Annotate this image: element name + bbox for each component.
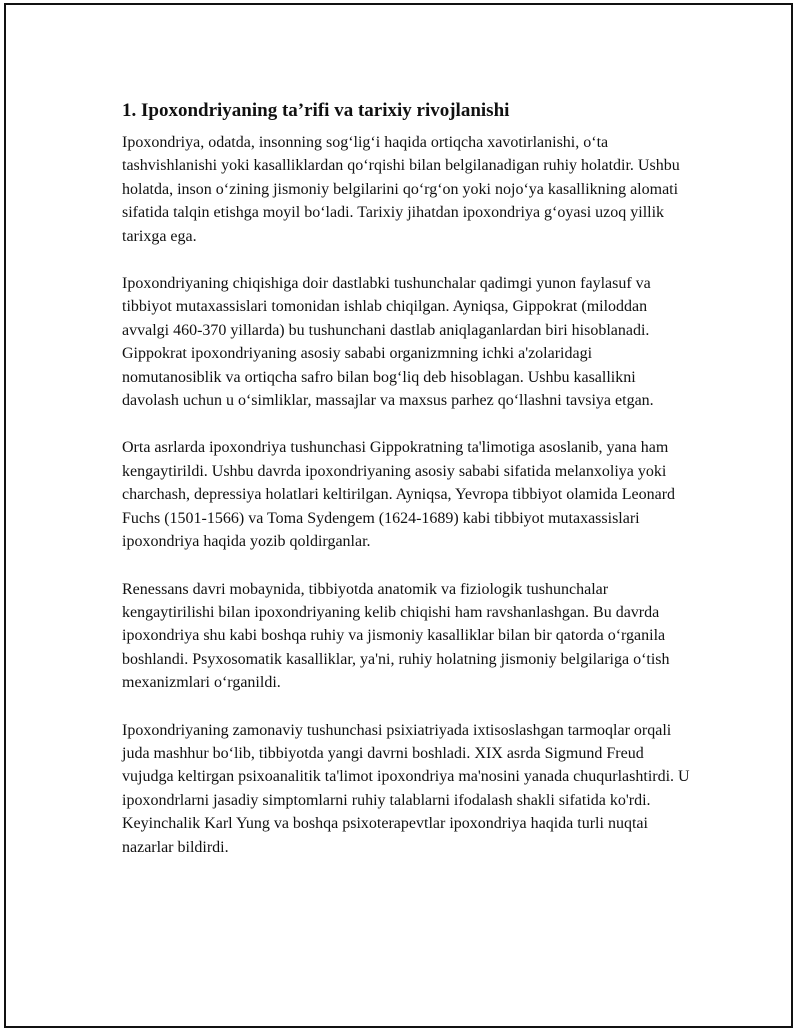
document-body [122,99,694,883]
page-frame [4,3,793,1028]
paragraph-middle-ages: Orta asrlarda ipoxondriya tushunchasi Gippokratning ta'limotiga asoslanib, yana ham kengaytirildi. Ushbu davrda ipoxondriyaning asosiy sababi sifatida melanxoliya yoki charchash, depressiya holatlari keltirilgan. Ayniqsa, Yevropa tibbiyot olamida Leonard Fuchs (1501-1566) va Toma Sydengem (1624-1689) kabi tibbiyot mutaxassislari ipoxondriya haqida yozib qoldirganlar. [122,439,676,551]
paragraph-definition: Ipoxondriya, odatda, insonning sog‘lig‘i haqida ortiqcha xavotirlanishi, o‘ta tashvishlanishi yoki kasalliklardan qo‘rqishi bilan belgilanadigan ruhiy holatdir. Ushbu holatda, inson o‘zining jismoniy belgilarini qo‘rg‘on yoki nojo‘ya kasallikning alomati sifatida talqin etishga moyil bo‘ladi. Tarixiy jihatdan ipoxondriya g‘oyasi uzoq yillik tarixga ega. [122,134,680,245]
paragraph-renaissance: Renessans davri mobaynida, tibbiyotda anatomik va fiziologik tushunchalar kengaytirilishi bilan ipoxondriyaning kelib chiqishi ham ravshanlashgan. Bu davrda ipoxondriya shu kabi boshqa ruhiy va jismoniy kasalliklar bilan bir qatorda o‘rganila boshlandi. Psyxosomatik kasalliklar, ya'ni, ruhiy holatning jismoniy belgilariga o‘tish mexanizmlari o‘rganildi. [122,580,670,692]
section-heading: 1. Ipoxondriyaning ta’rifi va tarixiy rivojlanishi [122,100,510,121]
paragraph-modern-concept: Ipoxondriyaning zamonaviy tushunchasi psixiatriyada ixtisoslashgan tarmoqlar orqali juda mashhur bo‘lib, tibbiyotda yangi davrni boshladi. XIX asrda Sigmund Freud vujudga keltirgan psixoanalitik ta'limot ipoxondriya ma'nosini yanada chuqurlashtirdi. U ipoxondrlarni jasadiy simptomlarni ruhiy talablarni ifodalash shakli sifatida ko'rdi. Keyinchalik Karl Yung va boshqa psixoterapevtlar ipoxondriya haqida turli nuqtai nazarlar bildirdi. [122,721,690,856]
paragraph-ancient-origins: Ipoxondriyaning chiqishiga doir dastlabki tushunchalar qadimgi yunon faylasuf va tibbiyot mutaxassislari tomonidan ishlab chiqilgan. Ayniqsa, Gippokrat (miloddan avvalgi 460-370 yillarda) bu tushunchani dastlab aniqlaganlardan biri hisoblanadi. Gippokrat ipoxondriyaning asosiy sababi organizmning ichki a'zolaridagi nomutanosiblik va ortiqcha safro bilan bog‘liq deb hisoblagan. Ushbu kasallikni davolash uchun u o‘simliklar, massajlar va maxsus parhez qo‘llashni tavsiya etgan. [122,275,654,410]
